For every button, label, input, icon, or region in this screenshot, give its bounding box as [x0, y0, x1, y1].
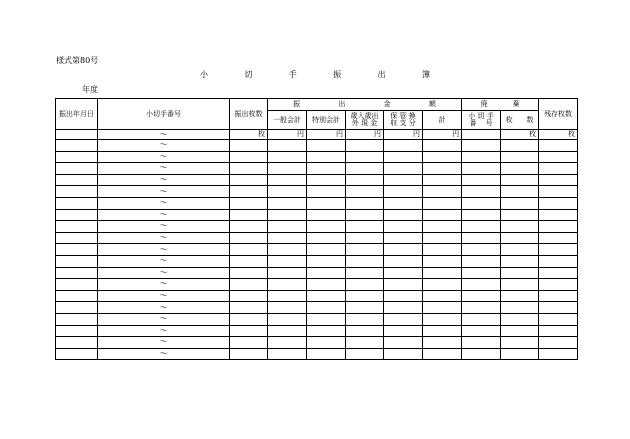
cell — [384, 151, 423, 163]
cell — [501, 163, 539, 175]
cell — [423, 290, 462, 302]
cell — [346, 232, 384, 244]
cell — [462, 267, 501, 279]
cell — [384, 348, 423, 360]
cell — [307, 163, 346, 175]
cell — [423, 140, 462, 152]
cell — [346, 163, 384, 175]
cell — [56, 130, 98, 140]
fiscal-year-label: 年度 — [82, 85, 98, 94]
cell — [539, 348, 578, 360]
form-number: 様式第80号 — [56, 56, 99, 65]
cell — [462, 290, 501, 302]
cell — [268, 197, 307, 209]
ledger-row — [56, 348, 578, 360]
cell — [423, 302, 462, 314]
cell — [462, 325, 501, 337]
cell — [462, 232, 501, 244]
header-general-account: 一般会計 — [268, 111, 307, 130]
cell — [384, 232, 423, 244]
cell — [307, 151, 346, 163]
cell — [539, 337, 578, 349]
cell — [346, 290, 384, 302]
cell — [462, 130, 501, 140]
header-issued-amount — [268, 99, 462, 111]
tilde-mark: ～ — [98, 279, 230, 291]
tilde-mark: ～ — [98, 290, 230, 302]
cell — [384, 290, 423, 302]
cell — [346, 279, 384, 291]
cell — [539, 302, 578, 314]
header-line: 外 現 金 — [351, 119, 378, 127]
cell — [462, 302, 501, 314]
cell — [423, 197, 462, 209]
tilde-mark: ～ — [98, 174, 230, 186]
cell — [501, 267, 539, 279]
cell — [423, 255, 462, 267]
cell — [268, 209, 307, 221]
cell — [462, 337, 501, 349]
cell — [462, 313, 501, 325]
check-ledger-table — [55, 98, 578, 360]
tilde-mark: ～ — [98, 130, 230, 140]
cell — [501, 313, 539, 325]
cell — [268, 325, 307, 337]
cell — [307, 186, 346, 198]
tilde-mark: ～ — [98, 209, 230, 221]
ledger-row — [56, 290, 578, 302]
header-issued-count: 振出枚数 — [230, 99, 268, 130]
unit-row — [56, 130, 578, 140]
header-date: 振出年月日 — [56, 99, 98, 130]
cell — [346, 197, 384, 209]
header-void-check-number — [462, 111, 501, 130]
tilde-mark: ～ — [98, 313, 230, 325]
cell — [56, 290, 98, 302]
cell — [56, 313, 98, 325]
cell — [384, 313, 423, 325]
cell — [307, 221, 346, 233]
cell — [56, 348, 98, 360]
tilde-mark: ～ — [98, 255, 230, 267]
cell — [539, 232, 578, 244]
ledger-row — [56, 151, 578, 163]
ledger-row — [56, 279, 578, 291]
cell — [384, 197, 423, 209]
cell — [307, 244, 346, 256]
cell — [462, 151, 501, 163]
cell — [230, 337, 268, 349]
cell — [501, 244, 539, 256]
cell — [462, 174, 501, 186]
cell — [346, 302, 384, 314]
cell — [230, 174, 268, 186]
ledger-row — [56, 140, 578, 152]
ledger-row — [56, 221, 578, 233]
cell — [539, 151, 578, 163]
cell — [346, 255, 384, 267]
cell — [56, 325, 98, 337]
cell — [230, 244, 268, 256]
cell — [384, 174, 423, 186]
cell — [346, 348, 384, 360]
cell — [268, 140, 307, 152]
cell — [384, 255, 423, 267]
cell — [462, 279, 501, 291]
cell — [462, 186, 501, 198]
cell — [346, 140, 384, 152]
cell — [268, 255, 307, 267]
title-char: 振 — [333, 70, 342, 79]
cell — [230, 313, 268, 325]
cell — [423, 151, 462, 163]
cell — [539, 221, 578, 233]
tilde-mark: ～ — [98, 337, 230, 349]
ledger-row — [56, 255, 578, 267]
tilde-mark: ～ — [98, 244, 230, 256]
cell — [384, 140, 423, 152]
cell — [307, 279, 346, 291]
cell — [230, 279, 268, 291]
cell — [501, 174, 539, 186]
cell — [268, 279, 307, 291]
cell — [539, 244, 578, 256]
ledger-row — [56, 209, 578, 221]
cell — [268, 348, 307, 360]
cell — [384, 302, 423, 314]
header-line: 番 号 — [469, 119, 493, 127]
cell — [501, 302, 539, 314]
unit-sheets: 枚 — [501, 130, 539, 140]
cell — [56, 186, 98, 198]
cell — [539, 325, 578, 337]
cell — [346, 267, 384, 279]
ledger-row — [56, 267, 578, 279]
cell — [384, 244, 423, 256]
cell — [462, 140, 501, 152]
cell — [423, 163, 462, 175]
cell — [539, 313, 578, 325]
cell — [423, 325, 462, 337]
unit-yen: 円 — [307, 130, 346, 140]
cell — [230, 325, 268, 337]
cell — [307, 140, 346, 152]
header-char: 振 — [293, 100, 301, 108]
cell — [423, 209, 462, 221]
cell — [346, 209, 384, 221]
title-char: 簿 — [421, 70, 430, 79]
header-char: 棄 — [512, 100, 520, 108]
cell — [462, 255, 501, 267]
cell — [423, 348, 462, 360]
cell — [384, 267, 423, 279]
cell — [56, 255, 98, 267]
title-char: 小 — [200, 70, 208, 79]
cell — [230, 221, 268, 233]
ledger-row — [56, 325, 578, 337]
ledger-row — [56, 244, 578, 256]
cell — [56, 209, 98, 221]
tilde-mark: ～ — [98, 197, 230, 209]
cell — [346, 221, 384, 233]
cell — [539, 163, 578, 175]
cell — [56, 232, 98, 244]
cell — [56, 197, 98, 209]
tilde-mark: ～ — [98, 267, 230, 279]
header-check-number: 小切手番号 — [98, 99, 230, 130]
cell — [56, 302, 98, 314]
cell — [501, 290, 539, 302]
ledger-row — [56, 163, 578, 175]
cell — [462, 221, 501, 233]
cell — [56, 221, 98, 233]
cell — [268, 151, 307, 163]
cell — [307, 209, 346, 221]
cell — [307, 348, 346, 360]
cell — [268, 186, 307, 198]
ledger-row — [56, 313, 578, 325]
cell — [501, 255, 539, 267]
tilde-mark: ～ — [98, 163, 230, 175]
cell — [268, 267, 307, 279]
cell — [230, 163, 268, 175]
cell — [56, 244, 98, 256]
cell — [56, 337, 98, 349]
header-remaining-count: 残存枚数 — [539, 99, 578, 130]
cell — [56, 267, 98, 279]
ledger-row — [56, 174, 578, 186]
cell — [268, 174, 307, 186]
tilde-mark: ～ — [98, 186, 230, 198]
cell — [268, 163, 307, 175]
cell — [462, 244, 501, 256]
cell — [307, 325, 346, 337]
cell — [423, 337, 462, 349]
header-line: 歳入歳出 — [350, 112, 379, 120]
cell — [539, 290, 578, 302]
cell — [268, 302, 307, 314]
cell — [346, 313, 384, 325]
unit-yen: 円 — [384, 130, 423, 140]
tilde-mark: ～ — [98, 140, 230, 152]
header-line: 保 管 換 — [390, 112, 416, 120]
cell — [423, 221, 462, 233]
cell — [462, 209, 501, 221]
header-char: 金 — [383, 100, 391, 108]
cell — [268, 232, 307, 244]
header-char: 額 — [428, 100, 436, 108]
cell — [230, 140, 268, 152]
cell — [501, 209, 539, 221]
cell — [501, 232, 539, 244]
header-special-account: 特別会計 — [307, 111, 346, 130]
cell — [230, 255, 268, 267]
cell — [462, 197, 501, 209]
header-line: 小 切 手 — [468, 112, 494, 120]
ledger-row — [56, 186, 578, 198]
ledger-row — [56, 232, 578, 244]
cell — [423, 313, 462, 325]
cell — [423, 267, 462, 279]
cell — [346, 244, 384, 256]
cell — [346, 174, 384, 186]
tilde-mark: ～ — [98, 325, 230, 337]
cell — [56, 279, 98, 291]
cell — [539, 140, 578, 152]
cell — [501, 279, 539, 291]
cell — [230, 290, 268, 302]
cell — [307, 174, 346, 186]
tilde-mark: ～ — [98, 348, 230, 360]
cell — [346, 337, 384, 349]
cell — [539, 186, 578, 198]
cell — [56, 140, 98, 152]
cell — [384, 209, 423, 221]
cell — [268, 290, 307, 302]
cell — [539, 267, 578, 279]
cell — [501, 325, 539, 337]
unit-yen: 円 — [423, 130, 462, 140]
cell — [56, 151, 98, 163]
cell — [230, 151, 268, 163]
unit-sheets: 枚 — [539, 130, 578, 140]
header-char: 出 — [338, 100, 346, 108]
cell — [539, 197, 578, 209]
unit-yen: 円 — [346, 130, 384, 140]
cell — [462, 348, 501, 360]
cell — [230, 186, 268, 198]
unit-sheets: 枚 — [230, 130, 268, 140]
cell — [384, 279, 423, 291]
cell — [384, 186, 423, 198]
cell — [423, 279, 462, 291]
cell — [230, 348, 268, 360]
header-line: 収 支 分 — [390, 119, 416, 127]
cell — [307, 232, 346, 244]
ledger-row — [56, 302, 578, 314]
cell — [230, 197, 268, 209]
cell — [230, 302, 268, 314]
cell — [268, 244, 307, 256]
header-overseas-cash — [346, 111, 384, 130]
cell — [307, 197, 346, 209]
tilde-mark: ～ — [98, 151, 230, 163]
cell — [501, 348, 539, 360]
title-char: 切 — [244, 70, 253, 79]
cell — [539, 279, 578, 291]
cell — [501, 186, 539, 198]
cell — [346, 151, 384, 163]
page-title — [200, 69, 430, 80]
header-total: 計 — [423, 111, 462, 130]
ledger-row — [56, 337, 578, 349]
cell — [384, 163, 423, 175]
cell — [539, 255, 578, 267]
cell — [423, 174, 462, 186]
tilde-mark: ～ — [98, 221, 230, 233]
cell — [384, 221, 423, 233]
cell — [268, 337, 307, 349]
cell — [501, 197, 539, 209]
cell — [501, 221, 539, 233]
cell — [384, 337, 423, 349]
cell — [230, 267, 268, 279]
cell — [307, 255, 346, 267]
cell — [423, 186, 462, 198]
cell — [307, 290, 346, 302]
cell — [539, 209, 578, 221]
header-custody-transfer — [384, 111, 423, 130]
cell — [230, 209, 268, 221]
unit-yen: 円 — [268, 130, 307, 140]
cell — [307, 337, 346, 349]
cell — [501, 337, 539, 349]
tilde-mark: ～ — [98, 302, 230, 314]
header-void — [462, 99, 539, 111]
cell — [501, 140, 539, 152]
cell — [501, 151, 539, 163]
cell — [539, 174, 578, 186]
cell — [384, 325, 423, 337]
cell — [268, 221, 307, 233]
header-void-count: 枚 数 — [501, 111, 539, 130]
tilde-mark: ～ — [98, 232, 230, 244]
cell — [230, 232, 268, 244]
cell — [346, 325, 384, 337]
title-char: 出 — [377, 70, 386, 79]
ledger-row — [56, 197, 578, 209]
cell — [423, 244, 462, 256]
title-char: 手 — [288, 70, 297, 79]
cell — [423, 232, 462, 244]
header-char: 廃 — [480, 100, 488, 108]
cell — [346, 186, 384, 198]
cell — [56, 163, 98, 175]
cell — [462, 163, 501, 175]
cell — [307, 267, 346, 279]
cell — [268, 313, 307, 325]
cell — [307, 313, 346, 325]
cell — [56, 174, 98, 186]
cell — [307, 302, 346, 314]
